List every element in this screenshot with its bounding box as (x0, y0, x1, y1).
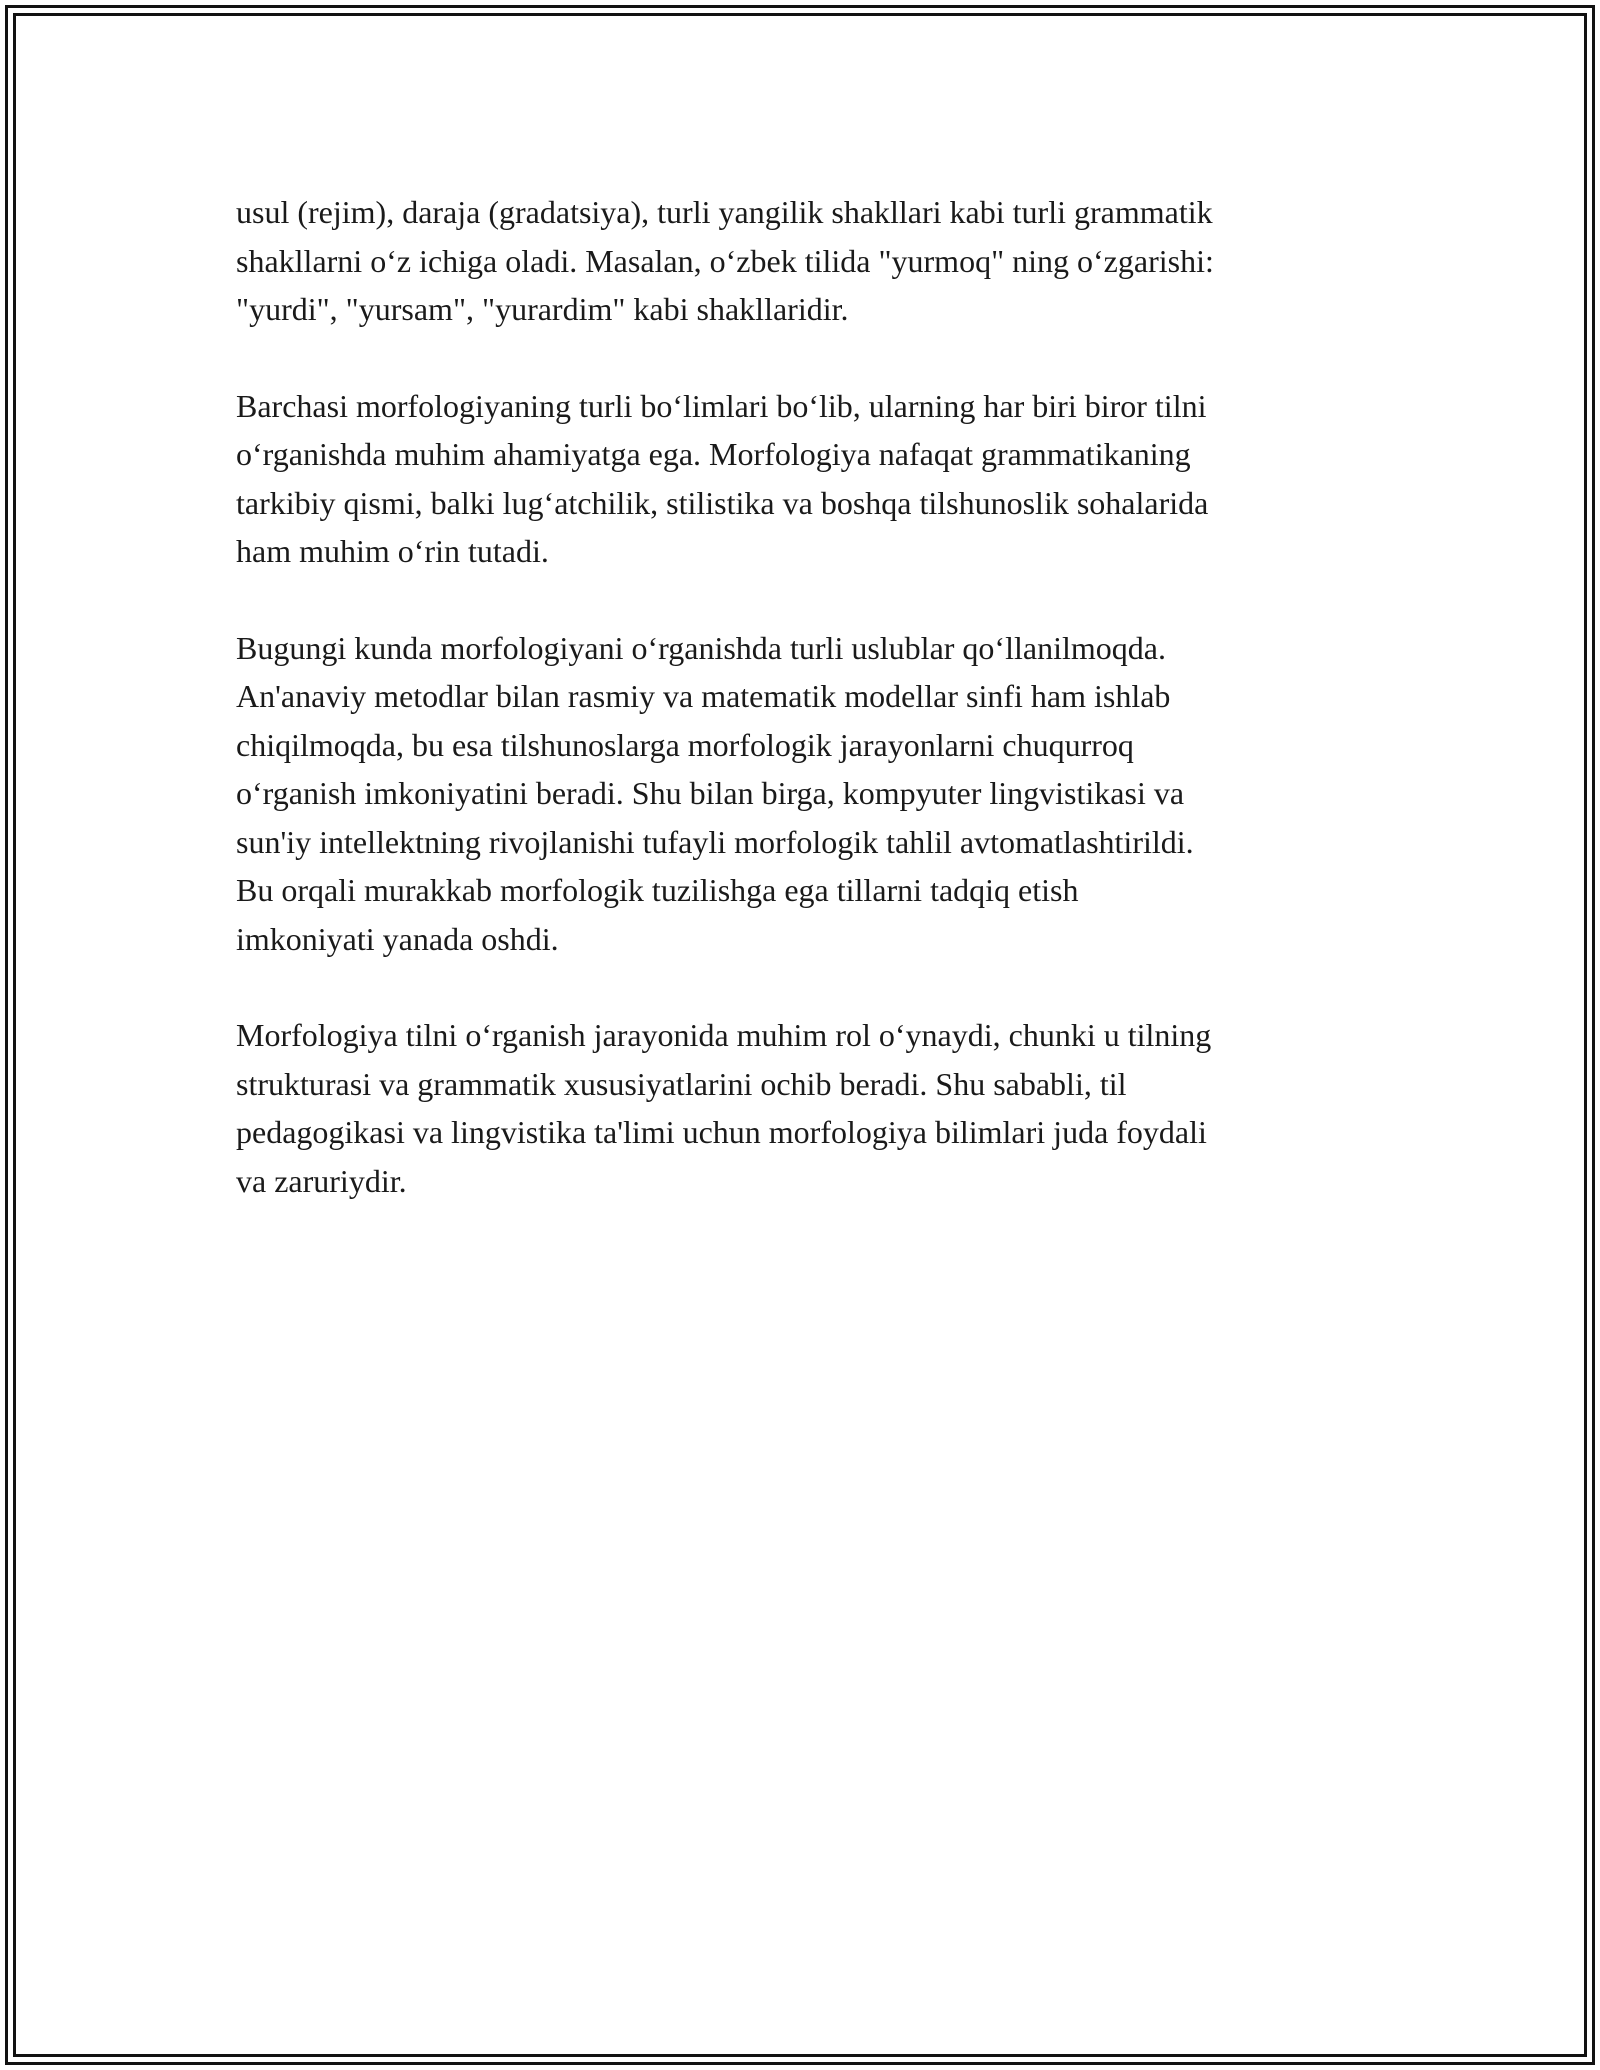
paragraph-2 (236, 382, 1376, 576)
paragraph-line: "yurdi", "yursam", "yurardim" kabi shakllaridir. (236, 291, 849, 327)
paragraph-line: strukturasi va grammatik xususiyatlarini ochib beradi. Shu sababli, til (236, 1065, 1127, 1102)
document-body (236, 188, 1376, 1253)
paragraph-line: sun'iy intellektning rivojlanishi tufayli morfologik tahlil avtomatlashtirildi. (236, 823, 1194, 860)
paragraph-line: oʻrganish imkoniyatini beradi. Shu bilan birga, kompyuter lingvistikasi va (236, 775, 1185, 811)
paragraph-4 (236, 1011, 1376, 1205)
paragraph-line: oʻrganishda muhim ahamiyatga ega. Morfologiya nafaqat grammatikaning (236, 436, 1191, 472)
paragraph-line: tarkibiy qismi, balki lugʻatchilik, stilistika va boshqa tilshunoslik sohalarida (236, 484, 1209, 521)
paragraph-line: Bu orqali murakkab morfologik tuzilishga ega tillarni tadqiq etish (236, 872, 1079, 908)
paragraph-line: pedagogikasi va lingvistika ta'limi uchun morfologiya bilimlari juda foydali (236, 1114, 1207, 1150)
paragraph-3 (236, 624, 1376, 964)
paragraph-line: Barchasi morfologiyaning turli boʻlimlari boʻlib, ularning har biri biror tilni (236, 387, 1207, 424)
paragraph-line: imkoniyati yanada oshdi. (236, 920, 559, 957)
paragraph-line: usul (rejim), daraja (gradatsiya), turli yangilik shakllari kabi turli grammatik (236, 194, 1213, 230)
paragraph-line: An'anaviy metodlar bilan rasmiy va matematik modellar sinfi ham ishlab (236, 678, 1171, 714)
paragraph-line: va zaruriydir. (236, 1162, 407, 1199)
paragraph-line: Morfologiya tilni oʻrganish jarayonida muhim rol oʻynaydi, chunki u tilning (236, 1017, 1212, 1053)
paragraph-line: chiqilmoqda, bu esa tilshunoslarga morfologik jarayonlarni chuqurroq (236, 726, 1134, 763)
paragraph-line: Bugungi kunda morfologiyani oʻrganishda turli uslublar qoʻllanilmoqda. (236, 629, 1166, 666)
paragraph-line: ham muhim oʻrin tutadi. (236, 533, 549, 569)
paragraph-1 (236, 188, 1376, 334)
paragraph-line: shakllarni oʻz ichiga oladi. Masalan, oʻzbek tilida "yurmoq" ning oʻzgarishi: (236, 242, 1214, 279)
